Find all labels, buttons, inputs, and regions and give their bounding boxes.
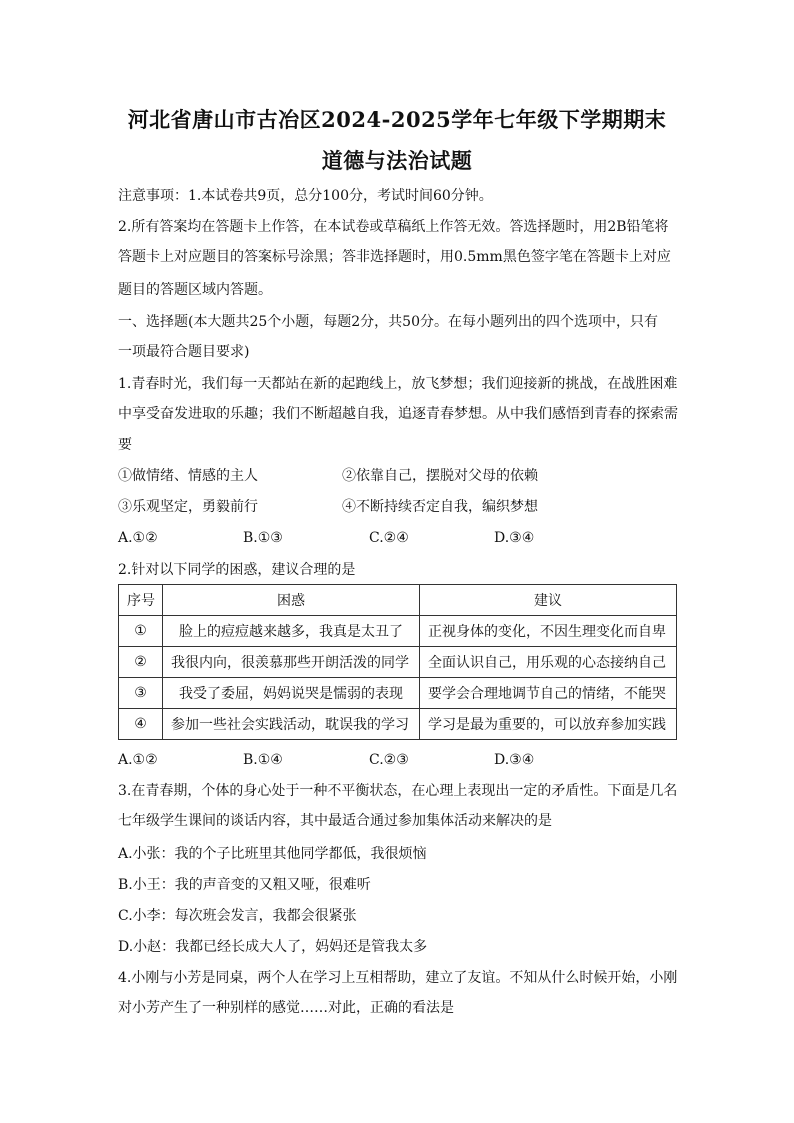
row-no: ① [119, 616, 163, 647]
exam-subject: 道德与法治试题 [321, 148, 473, 173]
q3-stem-line-1: 3.在青春期，个体的身心处于一种不平衡状态，在心理上表现出一定的矛盾性。下面是几名 [118, 783, 678, 799]
q1-choice-d: D.③④ [494, 530, 535, 546]
q1-choice-c: C.②④ [369, 530, 409, 546]
table-row [119, 678, 677, 709]
notes-line-3: 答题卡上对应题目的答案标号涂黑；答非选择题时，用0.5mm黑色签字笔在答题卡上对应 [118, 249, 671, 265]
q1-item: ②依靠自己，摆脱对父母的依赖 [342, 468, 538, 484]
row-no: ③ [119, 678, 163, 709]
q3-choice-b: B.小王：我的声音变的又粗又哑，很难听 [118, 877, 371, 893]
row-advice: 要学会合理地调节自己的情绪，不能哭 [420, 678, 677, 709]
q2-table [118, 584, 677, 740]
table-header-row [119, 585, 677, 616]
row-confusion: 脸上的痘痘越来越多，我真是太丑了 [163, 616, 420, 647]
row-no: ② [119, 647, 163, 678]
notes-line-2: 2.所有答案均在答题卡上作答，在本试卷或草稿纸上作答无效。答选择题时，用2B铅笔将 [118, 219, 669, 235]
q1-stem-line-3: 要 [118, 437, 132, 453]
row-confusion: 我受了委屈，妈妈说哭是懦弱的表现 [163, 678, 420, 709]
q2-choice-c: C.②③ [369, 752, 409, 768]
table-row [119, 647, 677, 678]
row-confusion: 我很内向，很羡慕那些开朗活泼的同学 [163, 647, 420, 678]
notes-line-4: 题目的答题区域内答题。 [118, 282, 272, 298]
header-advice: 建议 [420, 585, 677, 616]
q1-item: ③乐观坚定，勇毅前行 [118, 499, 258, 515]
row-advice: 正视身体的变化，不因生理变化而自卑 [420, 616, 677, 647]
q1-stem-line-1: 1.青春时光，我们每一天都站在新的起跑线上，放飞梦想；我们迎接新的挑战，在战胜困难 [118, 376, 678, 392]
q3-choice-d: D.小赵：我都已经长成大人了，妈妈还是管我太多 [118, 939, 428, 955]
q4-stem-line-1: 4.小刚与小芳是同桌，两个人在学习上互相帮助，建立了友谊。不知从什么时候开始，小刚 [118, 970, 678, 986]
q4-stem-line-2: 对小芳产生了一种别样的感觉……对此，正确的看法是 [118, 1000, 454, 1016]
q1-item: ④不断持续否定自我，编织梦想 [342, 499, 538, 515]
row-no: ④ [119, 709, 163, 740]
section-heading-line-2: 一项最符合题目要求) [118, 344, 250, 360]
exam-title: 河北省唐山市古冶区2024-2025学年七年级下学期期末 [127, 107, 667, 132]
q3-choice-c: C.小李：每次班会发言，我都会很紧张 [118, 908, 357, 924]
q2-choice-d: D.③④ [494, 752, 535, 768]
q3-choice-a: A.小张：我的个子比班里其他同学都低，我很烦恼 [118, 846, 427, 862]
table-row [119, 616, 677, 647]
header-no: 序号 [119, 585, 163, 616]
row-advice: 全面认识自己，用乐观的心态接纳自己 [420, 647, 677, 678]
q3-stem-line-2: 七年级学生课间的谈话内容，其中最适合通过参加集体活动来解决的是 [118, 813, 552, 829]
q2-choice-a: A.①② [118, 752, 158, 768]
q2-stem: 2.针对以下同学的困惑，建议合理的是 [118, 562, 356, 578]
q1-item: ①做情绪、情感的主人 [118, 468, 258, 484]
table-row [119, 709, 677, 740]
row-advice: 学习是最为重要的，可以放弃参加实践 [420, 709, 677, 740]
row-confusion: 参加一些社会实践活动，耽误我的学习 [163, 709, 420, 740]
notes-line-1: 注意事项：1.本试卷共9页，总分100分，考试时间60分钟。 [118, 188, 493, 204]
q1-stem-line-2: 中享受奋发进取的乐趣；我们不断超越自我，追逐青春梦想。从中我们感悟到青春的探索需 [118, 406, 678, 422]
q1-choice-a: A.①② [118, 530, 158, 546]
section-heading-line-1: 一、选择题(本大题共25个小题，每题2分，共50分。在每小题列出的四个选项中，只有 [118, 314, 658, 330]
q1-choice-b: B.①③ [243, 530, 283, 546]
q2-choice-b: B.①④ [243, 752, 283, 768]
header-confusion: 困惑 [163, 585, 420, 616]
